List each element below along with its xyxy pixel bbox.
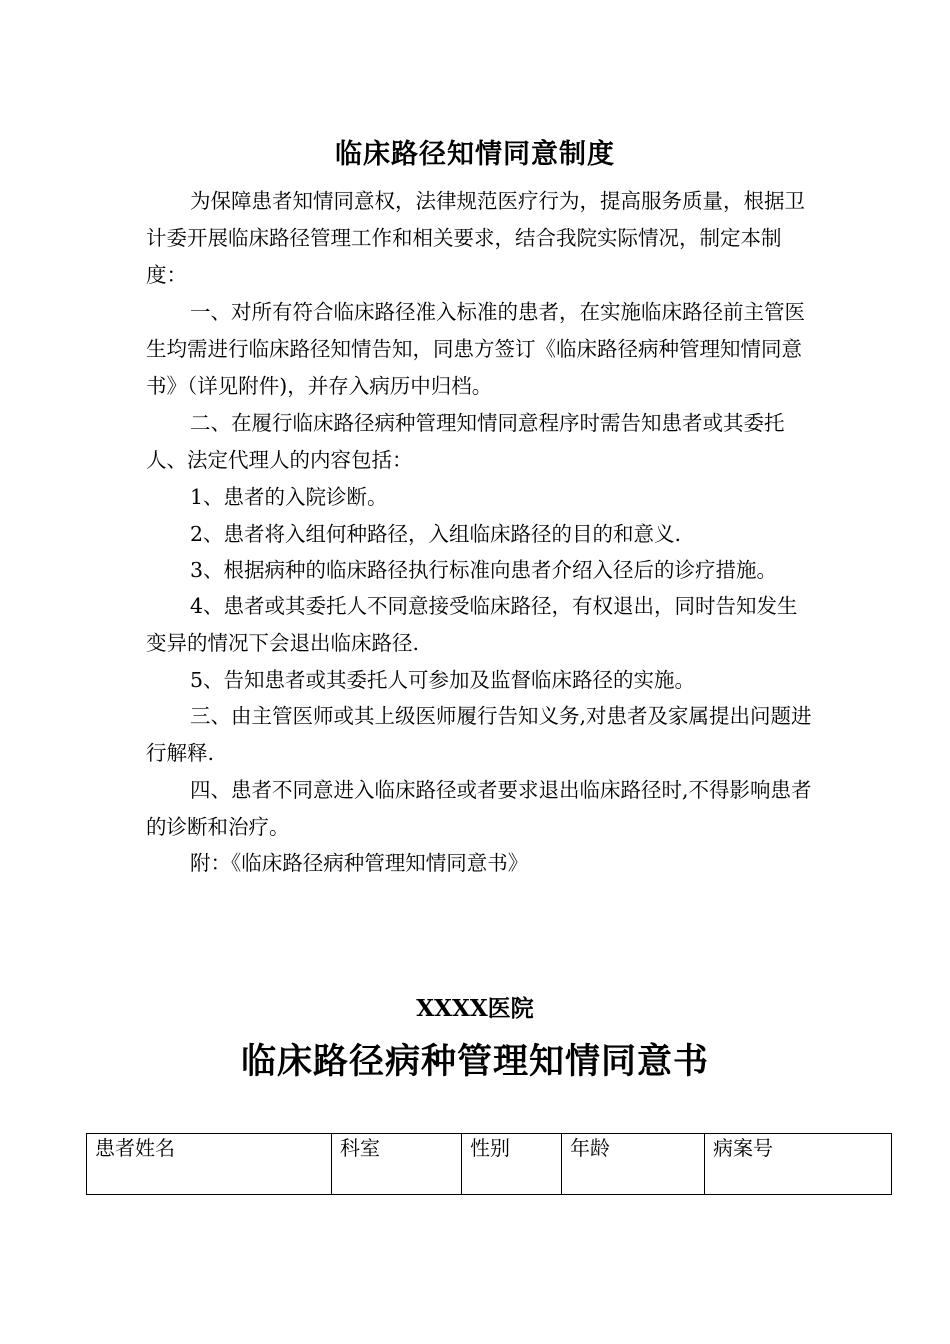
document-title: 临床路径知情同意制度 (335, 139, 615, 170)
department-cell[interactable]: 科室 (332, 1134, 462, 1195)
item-2: 2、患者将入组何种路径，入组临床路径的目的和意义. (190, 522, 682, 546)
item-5: 5、告知患者或其委托人可参加及监督临床路径的实施。 (190, 668, 696, 692)
item-4: 4、患者或其委托人不同意接受临床路径，有权退出，同时告知发生变异的情况下会退出临床路径. (146, 594, 798, 655)
clause-1: 一、对所有符合临床路径准入标准的患者，在实施临床路径前主管医生均需进行临床路径知情告知，同患方签订《临床路径病种管理知情同意书》（详见附件)，并存入病历中归档。 (146, 300, 805, 398)
item-3: 3、根据病种的临床路径执行标准向患者介绍入径后的诊疗措施。 (190, 558, 778, 582)
table-row (87, 1134, 892, 1195)
form-title: 临床路径病种管理知情同意书 (240, 1042, 709, 1082)
clause-3: 三、由主管医师或其上级医师履行告知义务,对患者及家属提出问题进行解释. (146, 704, 812, 765)
age-cell[interactable]: 年龄 (562, 1134, 705, 1195)
clause-4: 四、患者不同意进入临床路径或者要求退出临床路径时,不得影响患者的诊断和治疗。 (146, 778, 812, 839)
hospital-name: XXXX医院 (416, 995, 534, 1022)
patient-info-table (86, 1133, 892, 1195)
intro-paragraph: 为保障患者知情同意权，法律规范医疗行为，提高服务质量，根据卫计委开展临床路径管理工作和相关要求，结合我院实际情况，制定本制度： (146, 189, 805, 287)
gender-cell[interactable]: 性别 (462, 1134, 562, 1195)
item-1: 1、患者的入院诊断。 (190, 485, 388, 509)
record-number-cell[interactable]: 病案号 (705, 1134, 892, 1195)
clause-2: 二、在履行临床路径病种管理知情同意程序时需告知患者或其委托人、法定代理人的内容包括： (146, 411, 785, 472)
attachment-note: 附：《临床路径病种管理知情同意书》 (190, 851, 529, 875)
patient-name-cell[interactable]: 患者姓名 (87, 1134, 332, 1195)
